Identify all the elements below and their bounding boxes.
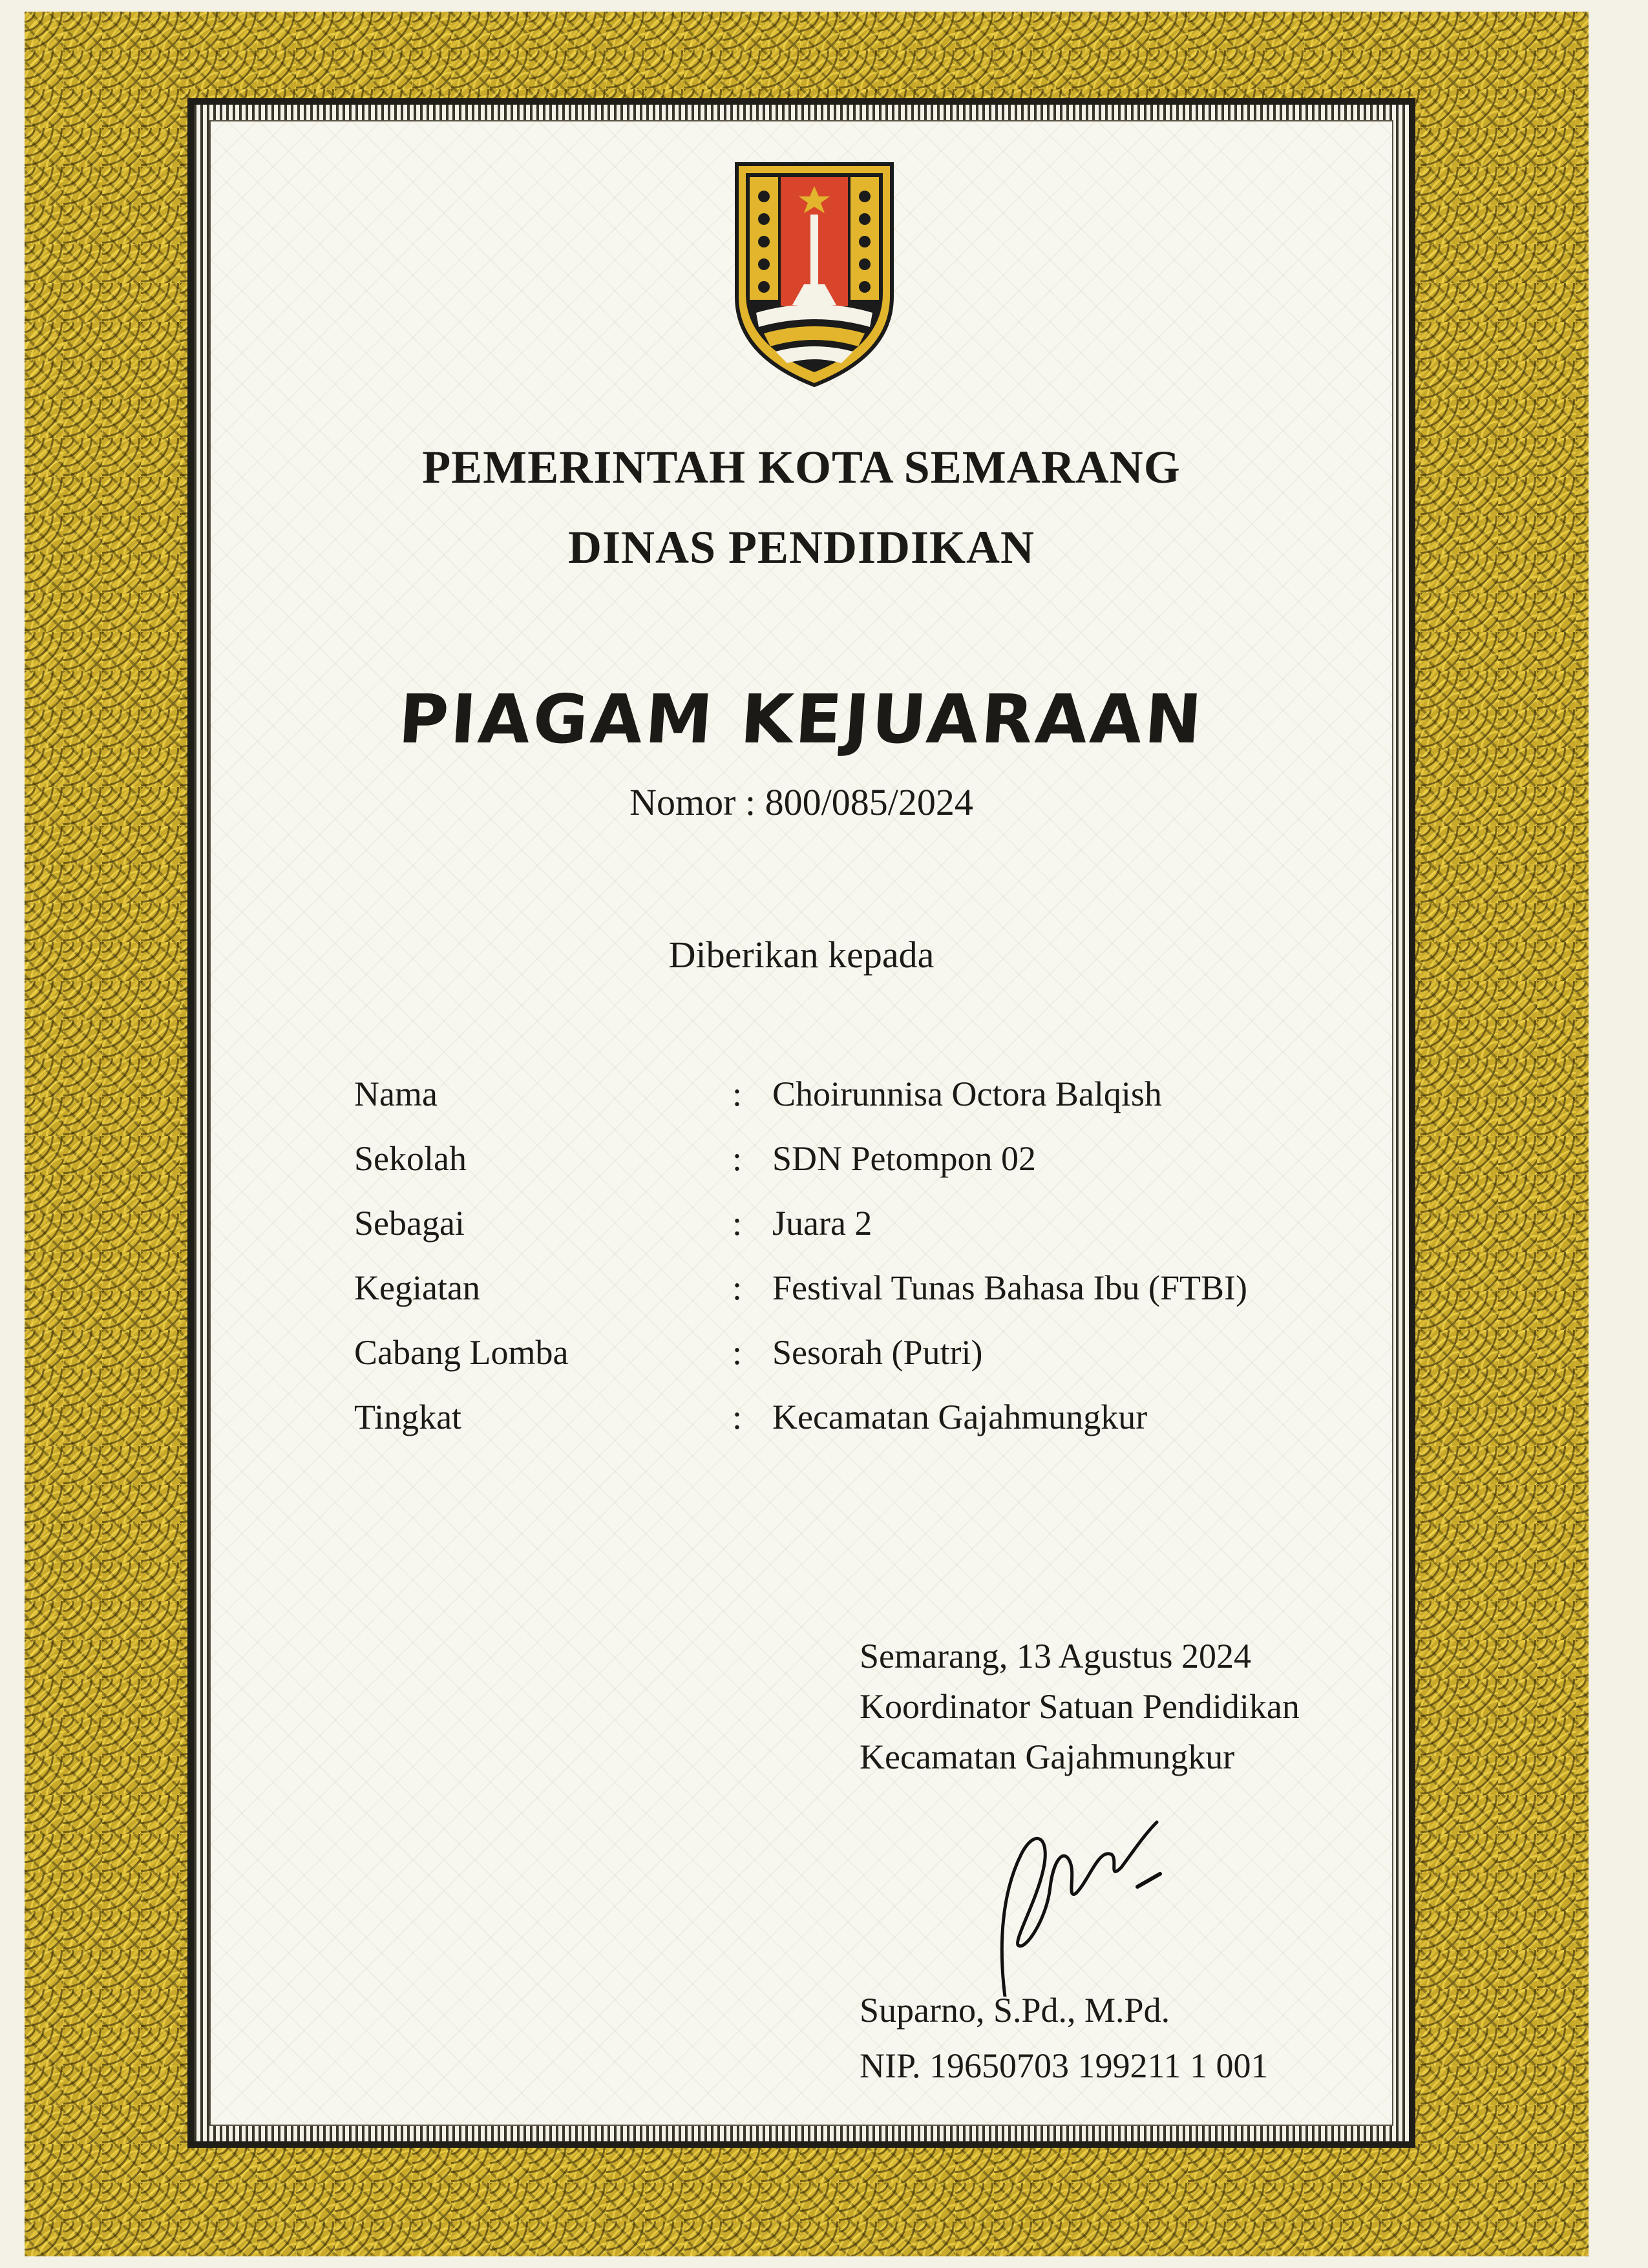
detail-row-tingkat bbox=[354, 1397, 1324, 1462]
detail-colon: : bbox=[732, 1139, 743, 1178]
detail-row-nama bbox=[354, 1074, 1324, 1139]
certificate-number: Nomor : 800/085/2024 bbox=[629, 781, 973, 823]
signer-info bbox=[860, 1982, 1269, 2094]
detail-colon: : bbox=[732, 1268, 743, 1307]
detail-label: Tingkat bbox=[354, 1398, 462, 1436]
detail-row-sekolah bbox=[354, 1139, 1324, 1203]
recipient-details bbox=[354, 1074, 1324, 1462]
detail-label: Sebagai bbox=[354, 1204, 465, 1243]
signer-position-line1: Koordinator Satuan Pendidikan bbox=[860, 1687, 1300, 1726]
detail-label: Sekolah bbox=[354, 1139, 467, 1178]
detail-colon: : bbox=[732, 1075, 743, 1113]
detail-value: Choirunnisa Octora Balqish bbox=[772, 1075, 1162, 1113]
certificate-title: PIAGAM KEJUARAAN bbox=[396, 680, 1207, 759]
signature-block bbox=[860, 1631, 1300, 1782]
detail-value: Sesorah (Putri) bbox=[772, 1333, 983, 1372]
signer-nip: NIP. 19650703 199211 1 001 bbox=[860, 2046, 1269, 2085]
detail-label: Nama bbox=[354, 1075, 438, 1113]
detail-colon: : bbox=[732, 1204, 743, 1243]
department-title: DINAS PENDIDIKAN bbox=[567, 521, 1035, 573]
detail-row-kegiatan bbox=[354, 1268, 1324, 1332]
detail-colon: : bbox=[732, 1333, 743, 1372]
signer-name: Suparno, S.Pd., M.Pd. bbox=[860, 1991, 1170, 2030]
detail-label: Cabang Lomba bbox=[354, 1333, 569, 1372]
semarang-emblem-icon bbox=[730, 158, 898, 390]
signer-position-line2: Kecamatan Gajahmungkur bbox=[860, 1738, 1235, 1776]
detail-row-cabang-lomba bbox=[354, 1332, 1324, 1397]
detail-value: Juara 2 bbox=[772, 1204, 872, 1243]
detail-label: Kegiatan bbox=[354, 1268, 480, 1307]
detail-row-sebagai bbox=[354, 1203, 1324, 1268]
detail-value: Kecamatan Gajahmungkur bbox=[772, 1398, 1148, 1436]
detail-value: Festival Tunas Bahasa Ibu (FTBI) bbox=[772, 1268, 1247, 1307]
detail-value: SDN Petompon 02 bbox=[772, 1139, 1037, 1178]
detail-colon: : bbox=[732, 1398, 743, 1436]
handwritten-signature-icon bbox=[937, 1783, 1176, 1997]
given-to-label: Diberikan kepada bbox=[668, 934, 935, 976]
government-title: PEMERINTAH KOTA SEMARANG bbox=[422, 441, 1181, 493]
place-date: Semarang, 13 Agustus 2024 bbox=[860, 1637, 1251, 1675]
